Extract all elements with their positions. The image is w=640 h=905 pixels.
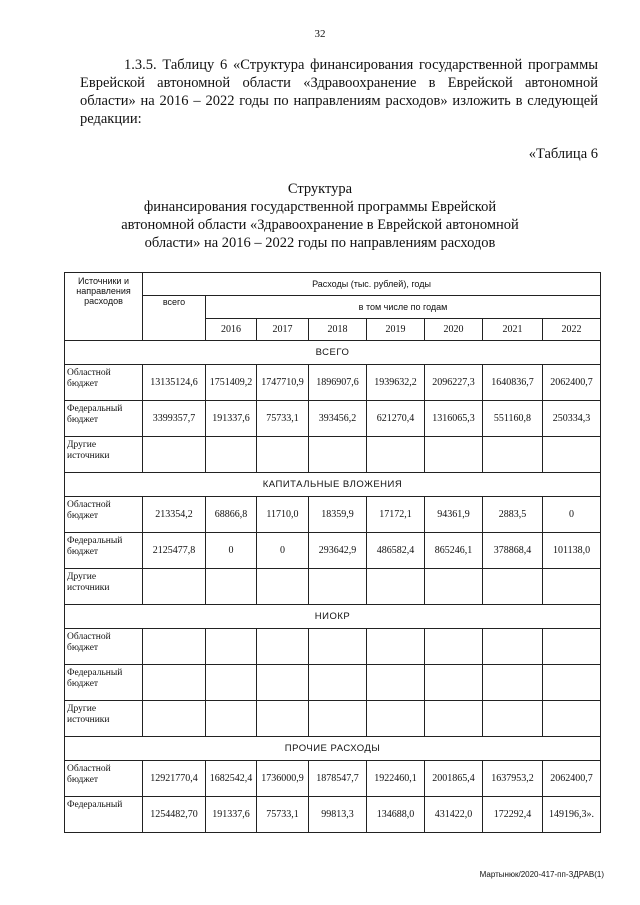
value-cell: 393456,2 (309, 401, 367, 437)
value-cell (543, 701, 601, 737)
table-row (65, 569, 601, 605)
table-title (110, 180, 530, 252)
value-cell: 0 (543, 497, 601, 533)
value-cell: 2062400,7 (543, 365, 601, 401)
value-cell: 2125477,8 (143, 533, 206, 569)
row-label: Другие источники (65, 701, 143, 737)
title-line: финансирования государственной программы Еврейской (143, 199, 497, 215)
value-cell (367, 665, 425, 701)
value-cell (543, 437, 601, 473)
value-cell: 431422,0 (425, 797, 483, 833)
value-cell (483, 437, 543, 473)
table-row (65, 701, 601, 737)
value-cell: 0 (206, 533, 257, 569)
value-cell (309, 629, 367, 665)
value-cell: 134688,0 (367, 797, 425, 833)
value-cell: 13135124,6 (143, 365, 206, 401)
value-cell: 1751409,2 (206, 365, 257, 401)
value-cell (143, 701, 206, 737)
value-cell (206, 629, 257, 665)
section-title: НИОКР (65, 605, 601, 629)
header-total: всего (143, 296, 206, 341)
value-cell: 213354,2 (143, 497, 206, 533)
value-cell (309, 569, 367, 605)
table-row (65, 533, 601, 569)
value-cell: 486582,4 (367, 533, 425, 569)
value-cell (425, 569, 483, 605)
page-number: 32 (314, 28, 326, 40)
section-row (65, 605, 601, 629)
value-cell (257, 569, 309, 605)
value-cell (257, 437, 309, 473)
value-cell: 2096227,3 (425, 365, 483, 401)
value-cell: 75733,1 (257, 797, 309, 833)
value-cell (143, 665, 206, 701)
table-row (65, 629, 601, 665)
table-row (65, 365, 601, 401)
value-cell (309, 701, 367, 737)
value-cell: 18359,9 (309, 497, 367, 533)
header-by-year: в том числе по годам (206, 296, 601, 319)
table-row (65, 797, 601, 833)
value-cell: 172292,4 (483, 797, 543, 833)
value-cell: 1922460,1 (367, 761, 425, 797)
title-line: автономной области «Здравоохранение в Еврейской автономной (121, 217, 519, 233)
section-row (65, 341, 601, 365)
value-cell (143, 437, 206, 473)
row-label: Федеральный (65, 797, 143, 833)
value-cell (206, 437, 257, 473)
row-label: Другие источники (65, 569, 143, 605)
value-cell: 11710,0 (257, 497, 309, 533)
value-cell (543, 629, 601, 665)
value-cell: 293642,9 (309, 533, 367, 569)
row-label: Областной бюджет (65, 497, 143, 533)
table-reference: «Таблица 6 (528, 146, 598, 162)
section-title: ВСЕГО (65, 341, 601, 365)
table-row (65, 497, 601, 533)
header-year: 2021 (483, 319, 543, 341)
section-title: ПРОЧИЕ РАСХОДЫ (65, 737, 601, 761)
financing-table (64, 272, 601, 833)
header-source: Источники и направления расходов (65, 273, 143, 341)
row-label: Областной бюджет (65, 629, 143, 665)
value-cell (367, 701, 425, 737)
value-cell: 68866,8 (206, 497, 257, 533)
header-year: 2020 (425, 319, 483, 341)
value-cell: 1640836,7 (483, 365, 543, 401)
header-year: 2016 (206, 319, 257, 341)
section-row (65, 737, 601, 761)
table-row (65, 665, 601, 701)
value-cell: 1316065,3 (425, 401, 483, 437)
value-cell: 1637953,2 (483, 761, 543, 797)
value-cell (257, 665, 309, 701)
value-cell (543, 665, 601, 701)
intro-paragraph: 1.3.5. Таблицу 6 «Структура финансирования государственной программы Еврейской автономной области «Здравоохранение в Еврейской автономной области» на 2016 – 2022 годы по направлениям расходов» изложить в следующей редакции: (80, 57, 598, 127)
section-title: КАПИТАЛЬНЫЕ ВЛОЖЕНИЯ (65, 473, 601, 497)
value-cell (425, 437, 483, 473)
row-label: Федеральный бюджет (65, 665, 143, 701)
section-row (65, 473, 601, 497)
value-cell (257, 701, 309, 737)
row-label: Федеральный бюджет (65, 533, 143, 569)
value-cell: 191337,6 (206, 797, 257, 833)
value-cell (309, 437, 367, 473)
value-cell (206, 665, 257, 701)
header-year: 2018 (309, 319, 367, 341)
row-label: Другие источники (65, 437, 143, 473)
title-line: области» на 2016 – 2022 годы по направлениям расходов (144, 235, 496, 251)
value-cell (309, 665, 367, 701)
value-cell (367, 437, 425, 473)
value-cell: 1682542,4 (206, 761, 257, 797)
table-row (65, 401, 601, 437)
value-cell (483, 665, 543, 701)
value-cell: 17172,1 (367, 497, 425, 533)
value-cell: 3399357,7 (143, 401, 206, 437)
value-cell: 12921770,4 (143, 761, 206, 797)
header-year: 2022 (543, 319, 601, 341)
title-line: Структура (287, 181, 353, 197)
row-label: Федеральный бюджет (65, 401, 143, 437)
footer-document-code: Мартынюк/2020-417-пп-ЗДРАВ(1) (479, 870, 604, 879)
value-cell: 250334,3 (543, 401, 601, 437)
header-year: 2017 (257, 319, 309, 341)
value-cell: 378868,4 (483, 533, 543, 569)
value-cell (483, 629, 543, 665)
value-cell (483, 701, 543, 737)
value-cell: 1878547,7 (309, 761, 367, 797)
value-cell: 1896907,6 (309, 365, 367, 401)
value-cell: 1254482,70 (143, 797, 206, 833)
value-cell: 621270,4 (367, 401, 425, 437)
value-cell: 191337,6 (206, 401, 257, 437)
value-cell: 149196,3». (543, 797, 601, 833)
table-row (65, 761, 601, 797)
value-cell (257, 629, 309, 665)
row-label: Областной бюджет (65, 365, 143, 401)
value-cell: 101138,0 (543, 533, 601, 569)
value-cell: 1736000,9 (257, 761, 309, 797)
value-cell (543, 569, 601, 605)
value-cell: 551160,8 (483, 401, 543, 437)
value-cell (367, 629, 425, 665)
value-cell: 1939632,2 (367, 365, 425, 401)
value-cell (425, 665, 483, 701)
value-cell (483, 569, 543, 605)
value-cell: 2062400,7 (543, 761, 601, 797)
value-cell (206, 701, 257, 737)
table-row (65, 437, 601, 473)
value-cell: 99813,3 (309, 797, 367, 833)
value-cell (425, 701, 483, 737)
row-label: Областной бюджет (65, 761, 143, 797)
value-cell (143, 629, 206, 665)
value-cell: 94361,9 (425, 497, 483, 533)
value-cell (206, 569, 257, 605)
value-cell: 1747710,9 (257, 365, 309, 401)
value-cell: 865246,1 (425, 533, 483, 569)
value-cell (425, 629, 483, 665)
value-cell: 75733,1 (257, 401, 309, 437)
header-expenses: Расходы (тыс. рублей), годы (143, 273, 601, 296)
value-cell (143, 569, 206, 605)
header-year: 2019 (367, 319, 425, 341)
value-cell (367, 569, 425, 605)
value-cell: 0 (257, 533, 309, 569)
value-cell: 2883,5 (483, 497, 543, 533)
value-cell: 2001865,4 (425, 761, 483, 797)
